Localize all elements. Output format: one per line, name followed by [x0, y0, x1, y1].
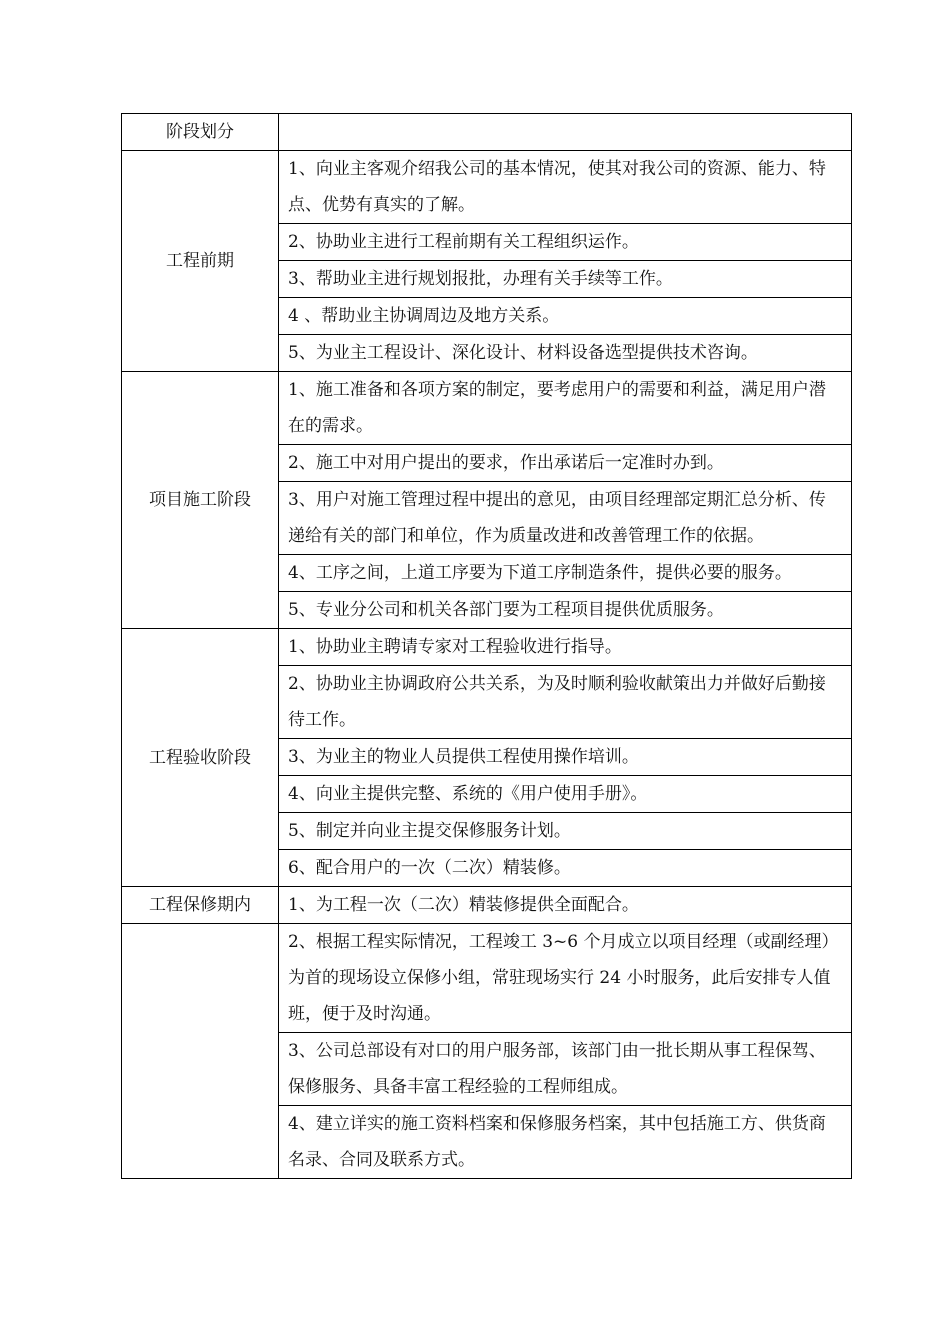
header-stage-cell: 阶段划分 — [122, 114, 279, 151]
table-header-row — [122, 114, 852, 151]
stage-cell-preliminary: 工程前期 — [122, 151, 279, 372]
list-item: 4 、帮助业主协调周边及地方关系。 — [279, 298, 852, 335]
list-item: 3、公司总部设有对口的用户服务部，该部门由一批长期从事工程保驾、保修服务、具备丰富工程经验的工程师组成。 — [279, 1033, 852, 1106]
stage-cell-warranty-continued — [122, 924, 279, 1179]
list-item: 3、用户对施工管理过程中提出的意见，由项目经理部定期汇总分析、传递给有关的部门和单位，作为质量改进和改善管理工作的依据。 — [279, 482, 852, 555]
list-item: 5、制定并向业主提交保修服务计划。 — [279, 813, 852, 850]
list-item: 5、专业分公司和机关各部门要为工程项目提供优质服务。 — [279, 592, 852, 629]
list-item: 3、为业主的物业人员提供工程使用操作培训。 — [279, 739, 852, 776]
list-item: 2、协助业主进行工程前期有关工程组织运作。 — [279, 224, 852, 261]
list-item: 4、向业主提供完整、系统的《用户使用手册》。 — [279, 776, 852, 813]
list-item: 1、协助业主聘请专家对工程验收进行指导。 — [279, 629, 852, 666]
list-item: 1、施工准备和各项方案的制定，要考虑用户的需要和利益，满足用户潜在的需求。 — [279, 372, 852, 445]
list-item: 1、为工程一次（二次）精装修提供全面配合。 — [279, 887, 852, 924]
list-item: 3、帮助业主进行规划报批，办理有关手续等工作。 — [279, 261, 852, 298]
list-item: 2、协助业主协调政府公共关系，为及时顺利验收献策出力并做好后勤接待工作。 — [279, 666, 852, 739]
stage-cell-warranty: 工程保修期内 — [122, 887, 279, 924]
table-row — [122, 924, 852, 1033]
list-item: 6、配合用户的一次（二次）精装修。 — [279, 850, 852, 887]
list-item: 1、向业主客观介绍我公司的基本情况，使其对我公司的资源、能力、特点、优势有真实的了解。 — [279, 151, 852, 224]
list-item: 2、施工中对用户提出的要求，作出承诺后一定准时办到。 — [279, 445, 852, 482]
list-item: 5、为业主工程设计、深化设计、材料设备选型提供技术咨询。 — [279, 335, 852, 372]
table-row — [122, 887, 852, 924]
list-item: 2、根据工程实际情况，工程竣工 3~6 个月成立以项目经理（或副经理）为首的现场设立保修小组，常驻现场实行 24 小时服务，此后安排专人值班，便于及时沟通。 — [279, 924, 852, 1033]
stage-cell-acceptance: 工程验收阶段 — [122, 629, 279, 887]
stage-cell-construction: 项目施工阶段 — [122, 372, 279, 629]
table-row — [122, 372, 852, 445]
header-content-cell — [279, 114, 852, 151]
list-item: 4、工序之间，上道工序要为下道工序制造条件，提供必要的服务。 — [279, 555, 852, 592]
table-row — [122, 151, 852, 224]
table-row — [122, 629, 852, 666]
list-item: 4、建立详实的施工资料档案和保修服务档案，其中包括施工方、供货商名录、合同及联系方式。 — [279, 1106, 852, 1179]
service-stage-table — [121, 113, 852, 1179]
